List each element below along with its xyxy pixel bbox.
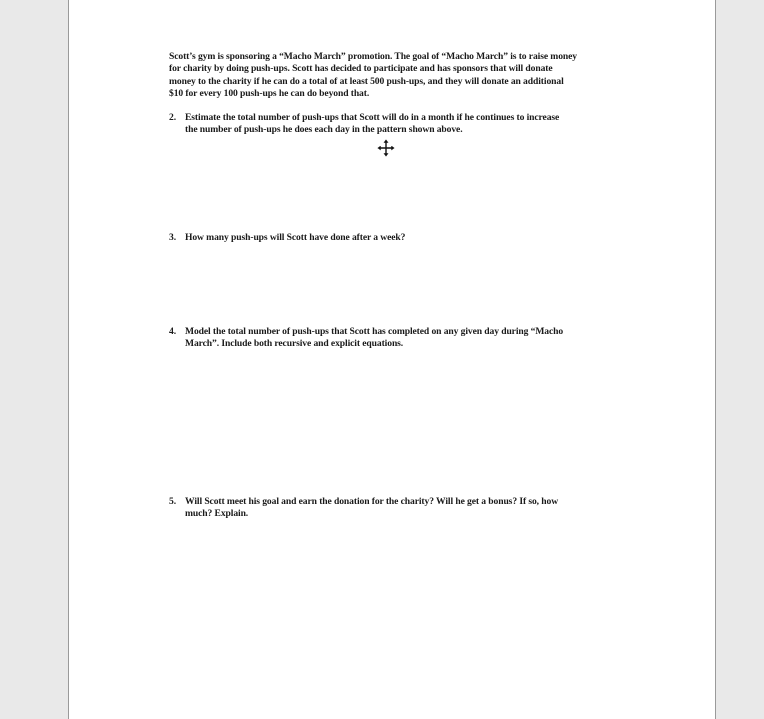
question-line: Will Scott meet his goal and earn the donation for the charity? Will he get a bonus? If so, how xyxy=(185,496,559,507)
question-number: 3. xyxy=(169,232,176,243)
question-number: 4. xyxy=(169,326,176,337)
question-5 xyxy=(169,496,609,521)
question-line: March”. Include both recursive and explicit equations. xyxy=(185,338,404,350)
question-2 xyxy=(169,112,609,137)
intro-line: Scott’s gym is sponsoring a “Macho March” promotion. The goal of “Macho March” is to raise money xyxy=(169,51,577,62)
intro-line: for charity by doing push-ups. Scott has decided to participate and has sponsors that will donate xyxy=(169,63,553,75)
intro-paragraph xyxy=(169,51,609,100)
intro-line: $10 for every 100 push-ups he can do beyond that. xyxy=(169,87,370,99)
question-line: much? Explain. xyxy=(185,508,249,520)
intro-line: money to the charity if he can do a total of at least 500 push-ups, and they will donate an additional xyxy=(169,75,564,87)
question-line: How many push-ups will Scott have done after a week? xyxy=(185,232,406,243)
question-3 xyxy=(169,232,609,244)
document-page xyxy=(68,0,716,719)
question-number: 2. xyxy=(169,112,176,123)
question-4 xyxy=(169,326,609,351)
question-line: Estimate the total number of push-ups that Scott will do in a month if he continues to increase xyxy=(185,112,560,123)
question-number: 5. xyxy=(169,496,176,507)
question-line: Model the total number of push-ups that Scott has completed on any given day during “Macho xyxy=(185,326,564,337)
move-cursor-icon xyxy=(377,139,395,157)
question-line: the number of push-ups he does each day in the pattern shown above. xyxy=(185,124,463,136)
